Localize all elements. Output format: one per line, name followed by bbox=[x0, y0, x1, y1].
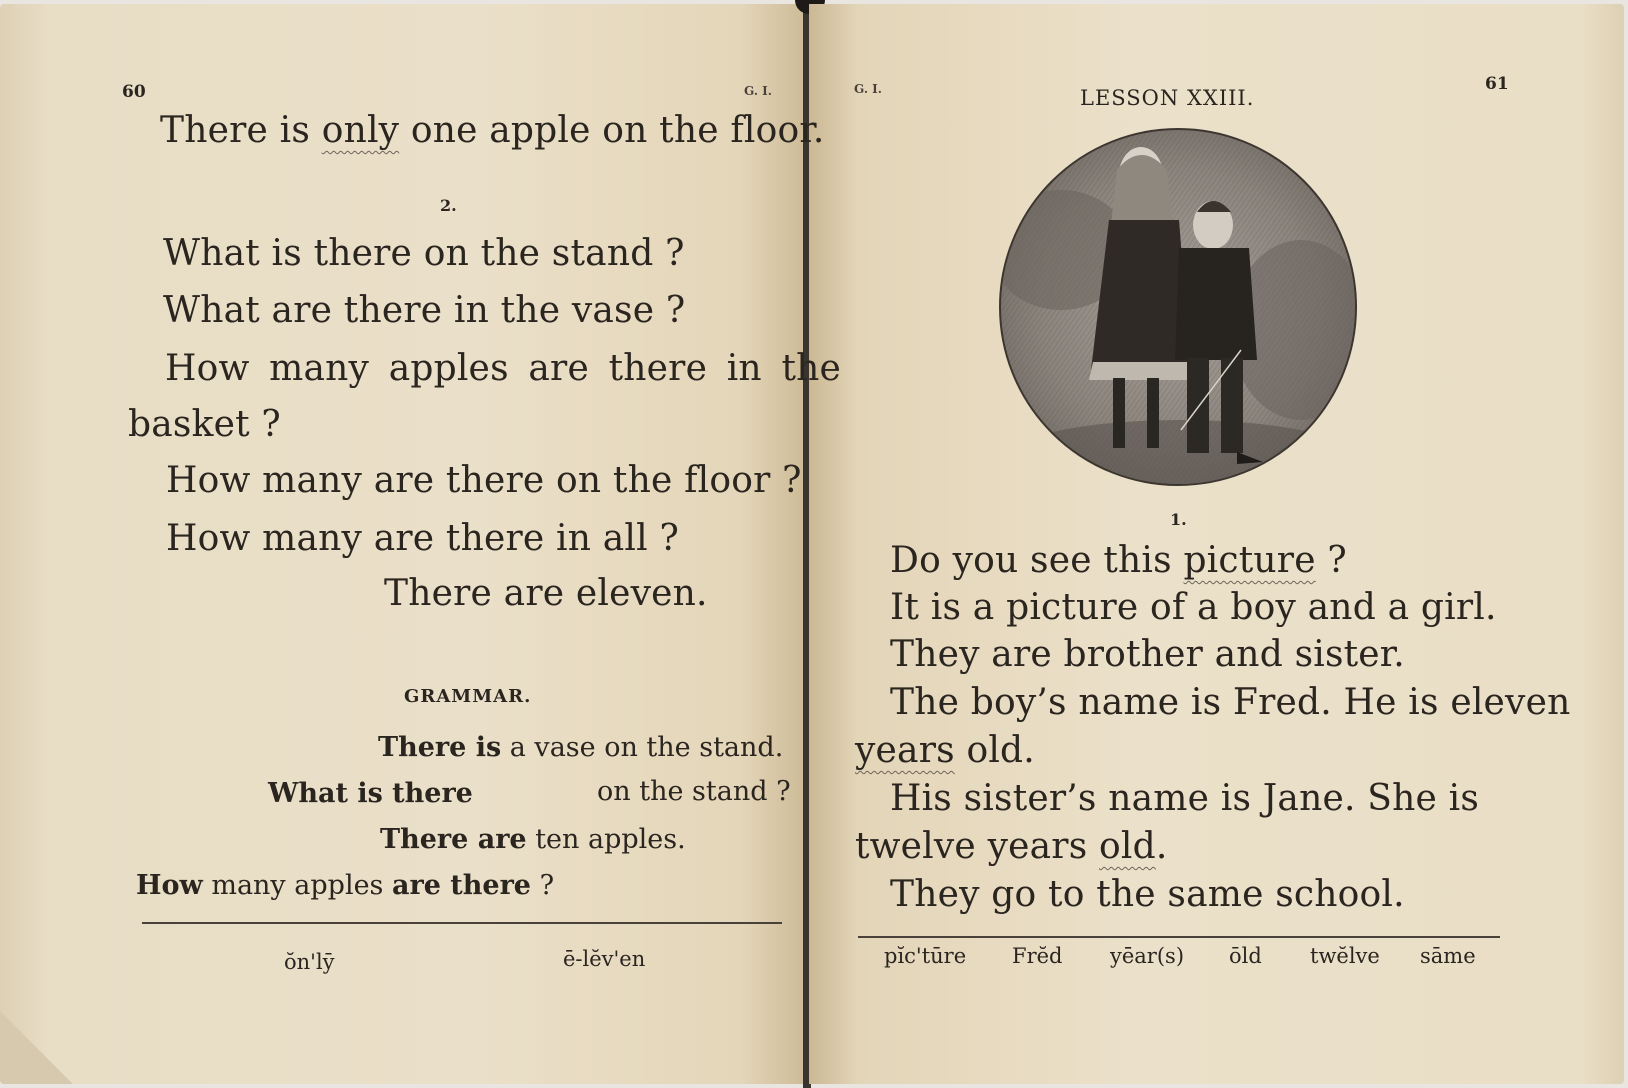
lesson-underlined-word: years bbox=[855, 730, 955, 771]
lesson-line: They go to the same school. bbox=[890, 874, 1405, 915]
lesson-line: The boy’s name is Fred. He is eleven bbox=[890, 682, 1571, 723]
lesson-line bbox=[855, 730, 1035, 771]
lesson-underlined-word: picture bbox=[1183, 540, 1316, 581]
question-line: What is there on the stand ? bbox=[163, 233, 685, 274]
lesson-line bbox=[855, 826, 1168, 867]
grammar-line bbox=[380, 824, 686, 855]
lesson-line: They are brother and sister. bbox=[890, 634, 1405, 675]
engraving-picture bbox=[999, 128, 1357, 486]
vocabulary-word: ē-lĕv'en bbox=[563, 947, 646, 971]
lesson-line bbox=[890, 540, 1347, 581]
answer-line: There are eleven. bbox=[384, 573, 708, 614]
lesson-title: LESSON XXIII. bbox=[1080, 86, 1255, 110]
intro-line bbox=[160, 110, 824, 151]
grammar-rest: ten apples. bbox=[526, 824, 686, 855]
intro-underlined-word: only bbox=[321, 110, 400, 151]
vocabulary-word: sāme bbox=[1420, 944, 1476, 968]
grammar-bold: How bbox=[136, 870, 203, 901]
signature-mark-left: G. I. bbox=[744, 84, 772, 98]
footer-rule-right bbox=[858, 936, 1500, 938]
page-number-right: 61 bbox=[1485, 74, 1509, 94]
lesson-line: It is a picture of a boy and a girl. bbox=[890, 587, 1497, 628]
grammar-rest: many apples bbox=[202, 870, 392, 901]
worn-corner bbox=[0, 994, 90, 1084]
vocabulary-word: Frĕd bbox=[1012, 944, 1063, 968]
vocabulary-word: pĭc'tūre bbox=[884, 944, 967, 968]
grammar-line bbox=[268, 778, 473, 809]
grammar-bold: There is bbox=[378, 732, 502, 763]
grammar-line bbox=[136, 870, 554, 901]
grammar-bold: What is there bbox=[268, 778, 473, 809]
intro-before: There is bbox=[160, 110, 322, 151]
intro-after: one apple on the floor. bbox=[399, 110, 825, 151]
lesson-line: His sister’s name is Jane. She is bbox=[890, 778, 1480, 819]
vocabulary-word: yēar(s) bbox=[1110, 944, 1185, 968]
question-line: What are there in the vase ? bbox=[163, 290, 686, 331]
question-line: How many apples are there in the bbox=[165, 348, 842, 389]
grammar-bold: There are bbox=[380, 824, 527, 855]
lesson-text: old. bbox=[954, 730, 1035, 771]
lesson-text: . bbox=[1155, 826, 1168, 867]
question-line: How many are there in all ? bbox=[166, 518, 680, 559]
lesson-text: ? bbox=[1315, 540, 1347, 581]
grammar-rest: ? bbox=[530, 870, 555, 901]
vocabulary-word: ŏn'lȳ bbox=[284, 950, 335, 974]
grammar-title: GRAMMAR. bbox=[404, 686, 532, 707]
signature-mark-right: G. I. bbox=[854, 82, 882, 96]
question-line: How many are there on the floor ? bbox=[166, 460, 802, 501]
lesson-underlined-word: old bbox=[1099, 826, 1156, 867]
section-number-right: 1. bbox=[1170, 510, 1187, 529]
question-line: basket ? bbox=[128, 404, 281, 445]
lesson-text: twelve years bbox=[855, 826, 1100, 867]
vocabulary-word: ōld bbox=[1229, 944, 1262, 968]
grammar-rest: on the stand ? bbox=[597, 776, 791, 807]
grammar-line-rest bbox=[597, 776, 791, 807]
grammar-rest: a vase on the stand. bbox=[501, 732, 784, 763]
grammar-line bbox=[378, 732, 783, 763]
vocabulary-word: twĕlve bbox=[1310, 944, 1380, 968]
picture-illustration bbox=[1001, 130, 1355, 484]
grammar-bold: are there bbox=[392, 870, 531, 901]
page-number-left: 60 bbox=[122, 82, 146, 102]
footer-rule-left bbox=[142, 922, 782, 924]
section-number-left: 2. bbox=[440, 196, 457, 215]
lesson-text: Do you see this bbox=[890, 540, 1184, 581]
